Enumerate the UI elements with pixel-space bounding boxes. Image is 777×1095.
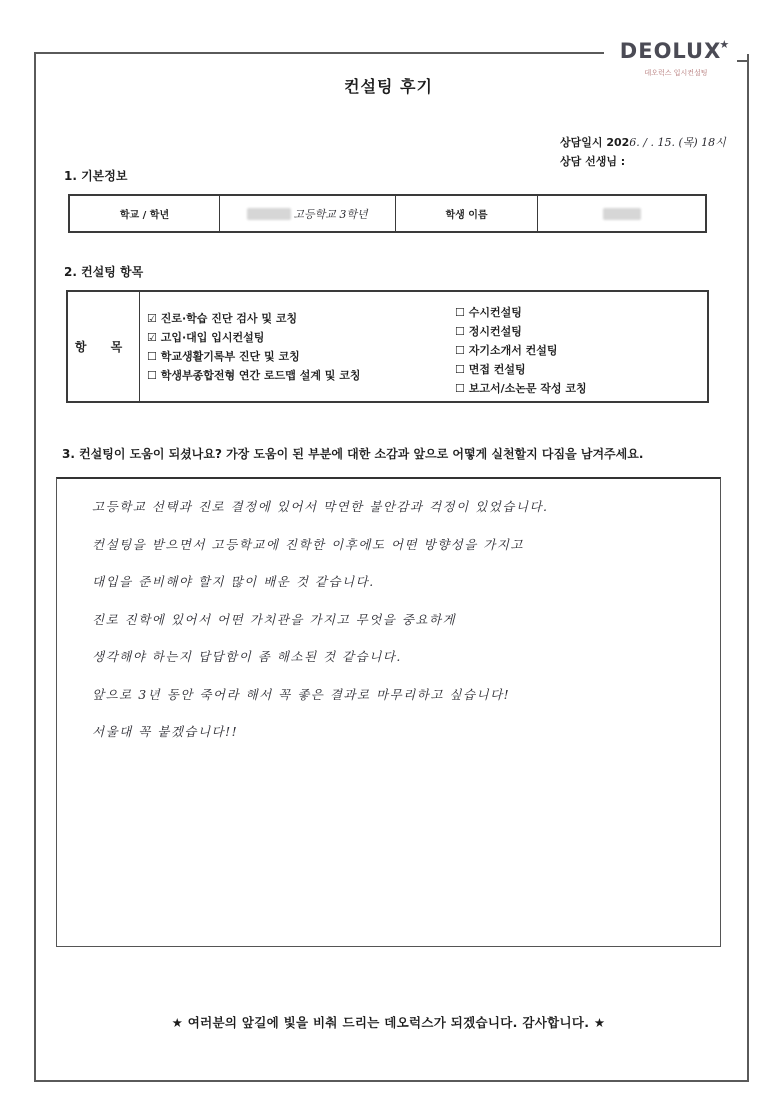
- item-school-record: ☐ 학교생활기록부 진단 및 코칭: [147, 350, 300, 363]
- answer-line: 고등학교 선택과 진로 결정에 있어서 막연한 불안감과 걱정이 있었습니다.: [92, 499, 549, 514]
- item-career-study: ☑ 진로·학습 진단 검사 및 코칭: [147, 312, 298, 325]
- section-items-title: 2. 컨설팅 항목: [64, 265, 144, 279]
- school-grade-label: 학교 / 학년: [70, 196, 220, 231]
- school-grade-text: 고등학교 3학년: [293, 207, 368, 221]
- star-icon: ★: [719, 38, 731, 51]
- date-label: 상담일시 202: [560, 136, 630, 149]
- items-head: 항 목: [68, 292, 140, 401]
- answer-line: 대입을 준비해야 할지 많이 배운 것 같습니다.: [92, 574, 375, 589]
- item-roadmap: ☐ 학생부종합전형 연간 로드맵 설계 및 코칭: [147, 369, 361, 382]
- teacher-label: 상담 선생님 :: [560, 155, 626, 168]
- school-grade-value: [220, 196, 396, 231]
- item-report: ☐ 보고서/소논문 작성 코칭: [455, 382, 587, 395]
- date-value: 6. / . 15. (목) 18시: [629, 136, 726, 149]
- items-left-list: [147, 309, 360, 385]
- answer-line: 생각해야 하는지 답답함이 좀 해소된 것 같습니다.: [92, 649, 402, 664]
- item-admission-consulting: ☑ 고입·대입 입시컨설팅: [147, 331, 265, 344]
- answer-line: 진로 진학에 있어서 어떤 가치관을 가지고 무엇을 중요하게: [92, 611, 457, 627]
- frame-top-line: [34, 52, 604, 54]
- item-self-intro: ☐ 자기소개서 컨설팅: [455, 344, 558, 357]
- item-jeongsi: ☐ 정시컨설팅: [455, 325, 522, 338]
- answer-line: 서울대 꼭 붙겠습니다!!: [92, 724, 239, 739]
- consult-meta: [560, 133, 726, 171]
- feedback-answer-text: [92, 497, 549, 760]
- redacted-school-name: [247, 208, 291, 220]
- logo-subtitle: 데오럭스 입시컨설팅: [644, 69, 708, 77]
- section-basic-info-title: 1. 기본정보: [64, 169, 128, 183]
- redacted-student-name: [603, 208, 641, 220]
- footer-message: ★ 여러분의 앞길에 빛을 비춰 드리는 데오럭스가 되겠습니다. 감사합니다. ★: [171, 1015, 606, 1030]
- answer-line: 앞으로 3년 동안 죽어라 해서 꼭 좋은 결과로 마무리하고 싶습니다!: [92, 686, 511, 702]
- student-name-label: 학생 이름: [396, 196, 538, 231]
- logo-word: DEOLUX: [619, 39, 722, 63]
- page-title: 컨설팅 후기: [344, 77, 433, 96]
- item-susi: ☐ 수시컨설팅: [455, 306, 522, 319]
- frame-top-line-end: [737, 60, 747, 62]
- items-right-list: [455, 303, 587, 398]
- item-interview: ☐ 면접 컨설팅: [455, 363, 526, 376]
- student-name-value: [538, 196, 705, 231]
- answer-line: 컨설팅을 받으면서 고등학교에 진학한 이후에도 어떤 방향성을 가지고: [92, 536, 524, 552]
- feedback-question: 3. 컨설팅이 도움이 되셨나요? 가장 도움이 된 부분에 대한 소감과 앞으로 어떻게 실천할지 다짐을 남겨주세요.: [62, 447, 644, 461]
- basic-info-table: [68, 194, 707, 233]
